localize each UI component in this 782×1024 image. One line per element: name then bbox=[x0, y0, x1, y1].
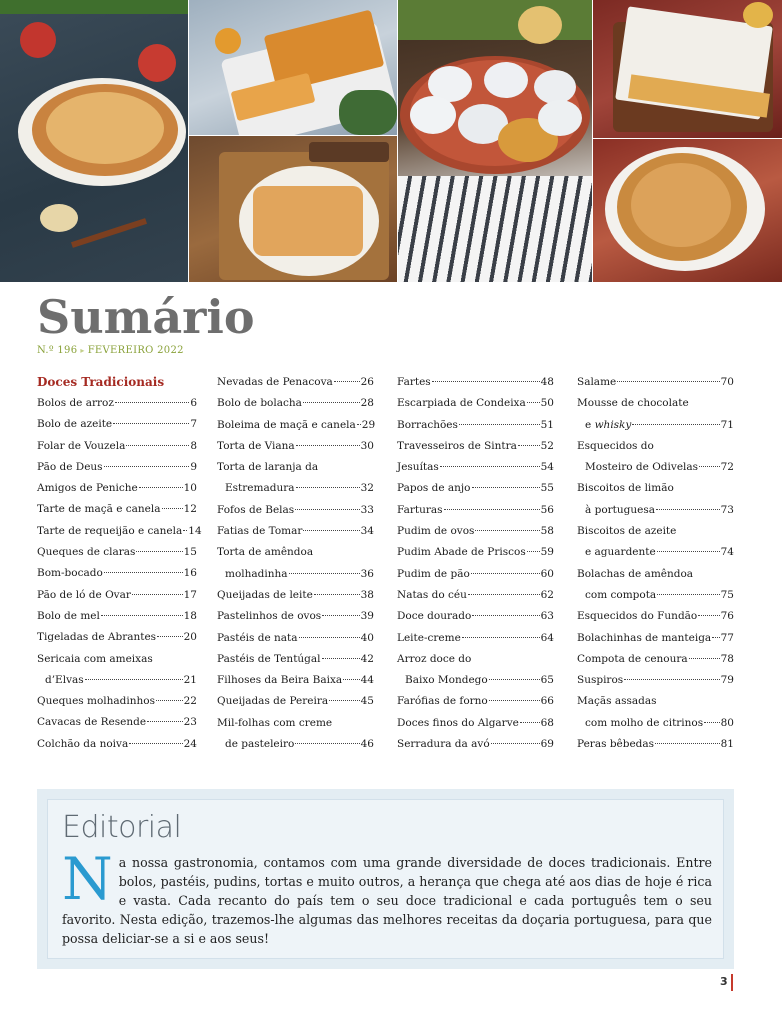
toc-entry-page: 72 bbox=[720, 461, 734, 474]
toc-entry bbox=[37, 627, 197, 648]
toc-entry-page: 16 bbox=[183, 567, 197, 580]
toc-entry-page: 15 bbox=[183, 546, 197, 559]
toc-leader-dots bbox=[624, 679, 719, 680]
toc-entry-label: Bolos de arroz bbox=[37, 397, 114, 409]
toc-entry-label: Cavacas de Resende bbox=[37, 716, 147, 729]
toc-entry bbox=[577, 670, 734, 691]
toc-leader-dots bbox=[295, 509, 359, 510]
toc-entry bbox=[37, 414, 197, 435]
toc-entry bbox=[37, 542, 197, 563]
toc-entry-label: Folar de Vouzela bbox=[37, 439, 126, 452]
toc-leader-dots bbox=[699, 466, 720, 467]
toc-leader-dots bbox=[296, 487, 360, 488]
toc-leader-dots bbox=[303, 402, 360, 403]
editorial-box bbox=[37, 789, 734, 969]
toc-entry-page: 77 bbox=[720, 631, 734, 644]
toc-entry-page: 76 bbox=[720, 610, 734, 623]
toc-entry bbox=[217, 670, 374, 691]
toc-leader-dots bbox=[527, 402, 540, 403]
toc-entry-page: 60 bbox=[540, 567, 554, 580]
toc-entry-page: 30 bbox=[360, 439, 374, 452]
toc-leader-dots bbox=[632, 424, 719, 425]
toc-entry-label: Mousse de chocolate bbox=[577, 397, 689, 410]
toc-entry-label: d’Elvas bbox=[45, 673, 84, 686]
toc-entry-label: Mosteiro de Odivelas bbox=[585, 461, 699, 474]
toc-leader-dots bbox=[698, 615, 719, 616]
toc-entry-page: 55 bbox=[540, 482, 554, 495]
toc-entry-label: Sericaia com ameixas bbox=[37, 652, 153, 665]
toc-entry-label: Queques molhadinhos bbox=[37, 695, 155, 708]
toc-entry bbox=[577, 415, 734, 436]
toc-leader-dots bbox=[289, 573, 360, 574]
toc-entry bbox=[37, 606, 197, 627]
toc-entry-page: 20 bbox=[183, 631, 197, 644]
toc-entry-page: 32 bbox=[360, 482, 374, 495]
toc-entry-page: 78 bbox=[720, 652, 734, 665]
toc-entry-page: 63 bbox=[540, 610, 554, 623]
toc-entry-label: Pastelinhos de ovos bbox=[217, 610, 322, 623]
toc-entry-label: Amigos de Peniche bbox=[37, 482, 138, 495]
page-number-bar bbox=[731, 974, 733, 991]
toc-entry bbox=[397, 393, 554, 414]
toc-entry-label: de pasteleiro bbox=[225, 738, 295, 751]
toc-entry-page: 9 bbox=[190, 460, 197, 473]
toc-entry-page: 29 bbox=[361, 418, 376, 431]
toc-entry-label: Peras bêbedas bbox=[577, 738, 655, 751]
toc-entry-label: Esquecidos do Fundão bbox=[577, 610, 698, 623]
toc-leader-dots bbox=[322, 615, 359, 616]
toc-entry-page: 17 bbox=[183, 588, 197, 601]
toc-leader-dots bbox=[704, 722, 719, 723]
toc-entry bbox=[577, 564, 734, 585]
issue-number: N.º 196 bbox=[37, 345, 78, 356]
toc-leader-dots bbox=[357, 424, 361, 425]
toc-entry-label: Boleima de maçã e canela bbox=[217, 418, 356, 431]
toc-entry-label: e aguardente bbox=[585, 546, 656, 559]
toc-entry-page: 10 bbox=[183, 482, 197, 495]
toc-entry bbox=[37, 670, 197, 691]
toc-entry-label: molhadinha bbox=[225, 567, 288, 580]
toc-entry-page: 48 bbox=[540, 376, 554, 388]
toc-leader-dots bbox=[440, 466, 540, 467]
toc-entry-page: 74 bbox=[720, 546, 734, 559]
toc-entry-label: à portuguesa bbox=[585, 503, 655, 516]
toc-leader-dots bbox=[472, 615, 539, 616]
toc-entry bbox=[397, 734, 554, 755]
toc-leader-dots bbox=[162, 508, 183, 509]
toc-entry-label: Bolo de bolacha bbox=[217, 397, 302, 410]
toc-entry-label: Bolachas de amêndoa bbox=[577, 567, 694, 580]
toc-leader-dots bbox=[85, 679, 183, 680]
editorial-dropcap: N bbox=[62, 845, 113, 913]
toc-entry-page: 68 bbox=[540, 716, 554, 729]
toc-entry-label: Natas do céu bbox=[397, 588, 467, 601]
toc-leader-dots bbox=[113, 423, 189, 424]
toc-entry-label: Pudim de ovos bbox=[397, 525, 475, 538]
toc-leader-dots bbox=[657, 594, 719, 595]
toc-leader-dots bbox=[527, 551, 540, 552]
toc-entry bbox=[397, 500, 554, 521]
toc-entry-label: Esquecidos do bbox=[577, 439, 654, 452]
toc-entry bbox=[397, 670, 554, 691]
toc-entry bbox=[577, 521, 734, 542]
toc-entry-page: 45 bbox=[360, 695, 374, 708]
toc-leader-dots bbox=[491, 743, 540, 744]
toc-leader-dots bbox=[156, 700, 183, 701]
toc-entry bbox=[577, 628, 734, 649]
toc-leader-dots bbox=[329, 700, 360, 701]
toc-entry bbox=[397, 372, 554, 393]
toc-entry-label: Queijadas de Pereira bbox=[217, 695, 329, 708]
toc-entry-label: com compota bbox=[585, 588, 657, 601]
toc-column-2 bbox=[217, 372, 374, 755]
editorial-panel bbox=[47, 799, 724, 959]
toc-entry bbox=[217, 691, 374, 712]
toc-entry bbox=[577, 457, 734, 478]
toc-leader-dots bbox=[617, 381, 719, 382]
toc-entry-label: Fatias de Tomar bbox=[217, 525, 303, 538]
toc-entry-page: 33 bbox=[360, 503, 374, 516]
toc-entry-page: 73 bbox=[720, 503, 734, 516]
toc-entry bbox=[37, 691, 197, 712]
toc-leader-dots bbox=[299, 637, 360, 638]
toc-entry bbox=[397, 521, 554, 542]
toc-entry-label: Biscoitos de limão bbox=[577, 482, 674, 495]
toc-entry-label: Pudim de pão bbox=[397, 567, 470, 580]
toc-entry-page: 42 bbox=[360, 652, 374, 665]
toc-entry bbox=[577, 649, 734, 670]
toc-entry bbox=[217, 713, 374, 734]
toc-entry-page: 36 bbox=[360, 567, 374, 580]
toc-entry bbox=[397, 457, 554, 478]
toc-column-1 bbox=[37, 372, 202, 755]
toc-leader-dots bbox=[157, 636, 183, 637]
toc-entry bbox=[217, 436, 374, 457]
toc-entry bbox=[397, 606, 554, 627]
photo-flan-slices bbox=[189, 0, 397, 135]
toc-entry-page: 71 bbox=[720, 418, 734, 431]
toc-entry-page: 52 bbox=[540, 439, 554, 452]
toc-entry bbox=[37, 499, 197, 520]
toc-leader-dots bbox=[462, 637, 540, 638]
toc-leader-dots bbox=[147, 721, 183, 722]
toc-entry-page: 7 bbox=[190, 418, 197, 431]
toc-entry-page: 64 bbox=[540, 631, 554, 644]
toc-entry bbox=[217, 564, 374, 585]
toc-entry-label: Escarpiada de Condeixa bbox=[397, 397, 526, 410]
toc-entry bbox=[577, 478, 734, 499]
toc-entry-page: 44 bbox=[360, 674, 374, 687]
toc-leader-dots bbox=[343, 679, 359, 680]
toc-leader-dots bbox=[104, 466, 190, 467]
toc-entry-page: 50 bbox=[540, 397, 554, 410]
issue-date: FEVEREIRO 2022 bbox=[87, 345, 184, 356]
toc-leader-dots bbox=[656, 509, 720, 510]
toc-entry-page: 56 bbox=[540, 503, 554, 516]
toc-entry-label: Bolo de mel bbox=[37, 609, 100, 622]
toc-entry bbox=[217, 478, 374, 499]
toc-entry-label: Bolachinhas de manteiga bbox=[577, 631, 712, 644]
toc-column-4 bbox=[577, 372, 734, 755]
toc-entry bbox=[577, 713, 734, 734]
toc-entry-label: Doce dourado bbox=[397, 610, 472, 623]
toc-entry-page: 28 bbox=[360, 397, 374, 410]
toc-leader-dots bbox=[471, 573, 540, 574]
toc-entry-page: 14 bbox=[188, 524, 202, 537]
toc-entry-page: 65 bbox=[540, 674, 554, 687]
toc-entry-label: Pão de Deus bbox=[37, 460, 103, 473]
toc-entry-page: 39 bbox=[360, 610, 374, 623]
toc-leader-dots bbox=[334, 381, 360, 382]
toc-entry-label: Farófias de forno bbox=[397, 695, 488, 708]
toc-entry bbox=[217, 521, 374, 542]
toc-entry-page: 8 bbox=[190, 439, 197, 452]
toc-entry-page: 66 bbox=[540, 695, 554, 708]
toc-entry-label: Torta de amêndoa bbox=[217, 546, 314, 559]
toc-entry-page: 38 bbox=[360, 588, 374, 601]
toc-entry-label: Farturas bbox=[397, 503, 443, 516]
toc-entry-page: 22 bbox=[183, 695, 197, 708]
toc-leader-dots bbox=[295, 743, 359, 744]
toc-leader-dots bbox=[518, 445, 540, 446]
toc-entry-page: 81 bbox=[720, 738, 734, 751]
toc-entry bbox=[217, 457, 374, 478]
toc-entry bbox=[217, 542, 374, 563]
toc-entry-label: Borrachões bbox=[397, 418, 458, 431]
toc-entry-label: Doces finos do Algarve bbox=[397, 716, 519, 729]
toc-entry-page: 54 bbox=[540, 461, 554, 474]
toc-entry-label: Pastéis de Tentúgal bbox=[217, 652, 321, 665]
photo-pastries-tray bbox=[189, 136, 397, 282]
toc-entry bbox=[37, 649, 197, 670]
page-number: 3 bbox=[720, 975, 728, 988]
toc-entry-page: 51 bbox=[540, 418, 554, 431]
toc-entry-label: Pão de ló de Ovar bbox=[37, 588, 131, 601]
toc-entry bbox=[577, 393, 734, 414]
toc-entry-page: 75 bbox=[720, 588, 734, 601]
toc-entry bbox=[217, 500, 374, 521]
toc-entry bbox=[397, 564, 554, 585]
toc-entry-label: Queques de claras bbox=[37, 546, 136, 559]
toc-entry-label: Compota de cenoura bbox=[577, 652, 688, 665]
toc-entry-label: Travesseiros de Sintra bbox=[397, 439, 517, 452]
toc-entry bbox=[217, 372, 374, 393]
toc-entry-label: Fartes bbox=[397, 376, 431, 388]
toc-entry-page: 62 bbox=[540, 588, 554, 601]
editorial-text bbox=[62, 845, 712, 948]
toc-entry bbox=[37, 712, 197, 733]
toc-entry bbox=[37, 457, 197, 478]
toc-leader-dots bbox=[689, 658, 720, 659]
toc-entry-page: 46 bbox=[360, 738, 374, 751]
toc-leader-dots bbox=[657, 551, 720, 552]
toc-entry-label: Nevadas de Penacova bbox=[217, 376, 333, 388]
toc-leader-dots bbox=[322, 658, 360, 659]
toc-leader-dots bbox=[655, 743, 720, 744]
toc-entry-page: 24 bbox=[183, 737, 197, 750]
editorial-body: a nossa gastronomia, contamos com uma grande diversidade de doces tradicionais. Entre bolos, pastéis, pudins, tortas e muito outros, a herança que chega até aos dias de hoje é rica e vasta. Cada recanto do país tem o seu doce tradicional e cada português tem o seu favorito. Nesta edição, trazemos-lhe algumas das melhores receitas da doçaria portuguesa, para que possa deliciar-se a si e aos seus! bbox=[62, 855, 712, 946]
toc-entry-label: Suspiros bbox=[577, 674, 624, 687]
toc-entry-label: Papos de anjo bbox=[397, 482, 471, 495]
toc-leader-dots bbox=[489, 679, 540, 680]
toc-entry-label: Leite-creme bbox=[397, 631, 461, 644]
photo-millefeuille bbox=[593, 0, 782, 138]
toc-entry-label: com molho de citrinos bbox=[585, 716, 704, 729]
toc-entry-label: Torta de Viana bbox=[217, 439, 295, 452]
toc-entry-label: Colchão da noiva bbox=[37, 737, 129, 750]
toc-entry-label: Jesuítas bbox=[397, 461, 439, 474]
toc-entry-page: 21 bbox=[183, 673, 197, 686]
toc-entry-page: 70 bbox=[720, 376, 734, 388]
toc-entry bbox=[397, 691, 554, 712]
toc-entry-page: 12 bbox=[183, 503, 197, 516]
toc-entry-page: 69 bbox=[540, 738, 554, 751]
photo-collage bbox=[0, 0, 782, 282]
toc-entry bbox=[397, 628, 554, 649]
toc-column-3 bbox=[397, 372, 554, 755]
toc-entry bbox=[577, 585, 734, 606]
toc-leader-dots bbox=[101, 615, 183, 616]
toc-entry-page: 23 bbox=[183, 716, 197, 729]
toc-entry-page: 18 bbox=[183, 609, 197, 622]
toc-entry-page: 26 bbox=[360, 376, 374, 388]
toc-entry bbox=[217, 585, 374, 606]
toc-entry bbox=[37, 478, 197, 499]
toc-entry bbox=[397, 585, 554, 606]
toc-entry bbox=[397, 713, 554, 734]
editorial-title: Editorial bbox=[62, 810, 182, 845]
toc-entry bbox=[397, 436, 554, 457]
toc-entry-page: 79 bbox=[720, 674, 734, 687]
toc-entry bbox=[217, 628, 374, 649]
toc-entry-label: Pastéis de nata bbox=[217, 631, 298, 644]
page-title: Sumário bbox=[37, 290, 255, 344]
toc-entry bbox=[217, 393, 374, 414]
toc-entry bbox=[217, 415, 374, 436]
toc-entry bbox=[37, 436, 197, 457]
toc-entry-label: Tarte de requeijão e canela bbox=[37, 524, 183, 537]
toc-entry-page: 34 bbox=[360, 525, 374, 538]
toc-entry bbox=[37, 734, 197, 755]
toc-leader-dots bbox=[183, 530, 187, 531]
toc-entry-label: Torta de laranja da bbox=[217, 461, 319, 474]
toc-entry bbox=[217, 734, 374, 755]
toc-entry bbox=[577, 436, 734, 457]
toc-leader-dots bbox=[303, 530, 359, 531]
toc-entry-label: Biscoitos de azeite bbox=[577, 525, 677, 538]
toc-entry-label: Fofos de Belas bbox=[217, 503, 295, 516]
toc-leader-dots bbox=[520, 722, 540, 723]
toc-entry bbox=[217, 649, 374, 670]
toc-leader-dots bbox=[126, 445, 189, 446]
toc-entry-page: 59 bbox=[540, 546, 554, 559]
photo-glazed-cakes bbox=[398, 0, 592, 282]
toc-entry-label: Arroz doce do bbox=[397, 652, 472, 665]
toc-entry bbox=[397, 542, 554, 563]
issue-info bbox=[37, 345, 184, 356]
toc-leader-dots bbox=[459, 424, 540, 425]
toc-leader-dots bbox=[444, 509, 540, 510]
toc-entry-page: 6 bbox=[190, 397, 197, 409]
separator-triangle-icon: ▸ bbox=[80, 346, 85, 355]
toc-entry bbox=[577, 372, 734, 393]
toc-entry bbox=[37, 563, 197, 584]
toc-entry-label: e whisky bbox=[585, 418, 632, 431]
toc-leader-dots bbox=[136, 551, 182, 552]
toc-entry-label: Estremadura bbox=[225, 482, 295, 495]
toc-entry-label: Filhoses da Beira Baixa bbox=[217, 674, 343, 687]
toc-entry bbox=[577, 734, 734, 755]
toc-entry bbox=[37, 521, 202, 542]
toc-entry-page: 58 bbox=[540, 525, 554, 538]
toc-entry-page: 80 bbox=[720, 716, 734, 729]
toc-entry-page: 40 bbox=[360, 631, 374, 644]
toc-entry-label: Tigeladas de Abrantes bbox=[37, 631, 157, 644]
toc-leader-dots bbox=[314, 594, 360, 595]
toc-entry-label: Tarte de maçã e canela bbox=[37, 503, 161, 516]
photo-almond-cake bbox=[593, 139, 782, 282]
toc-leader-dots bbox=[129, 743, 182, 744]
toc-leader-dots bbox=[139, 487, 183, 488]
toc-leader-dots bbox=[468, 594, 540, 595]
toc-entry-label: Queijadas de leite bbox=[217, 588, 313, 601]
toc-entry bbox=[577, 606, 734, 627]
toc-leader-dots bbox=[296, 445, 360, 446]
toc-entry bbox=[397, 478, 554, 499]
photo-apple-tart bbox=[0, 0, 188, 282]
toc-entry bbox=[397, 415, 554, 436]
toc-leader-dots bbox=[712, 637, 719, 638]
toc-section-heading: Doces Tradicionais bbox=[37, 375, 165, 389]
toc-entry-label: Maçãs assadas bbox=[577, 695, 657, 708]
toc-entry bbox=[397, 649, 554, 670]
toc-entry-label: Mil-folhas com creme bbox=[217, 716, 333, 729]
toc-entry bbox=[37, 393, 197, 414]
toc-entry bbox=[37, 585, 197, 606]
toc-leader-dots bbox=[475, 530, 539, 531]
toc-entry bbox=[577, 500, 734, 521]
toc-entry-label: Salame bbox=[577, 376, 617, 388]
toc-entry-label: Pudim Abade de Priscos bbox=[397, 546, 526, 559]
toc-entry bbox=[577, 542, 734, 563]
toc-entry-label: Serradura da avó bbox=[397, 738, 490, 751]
toc-entry bbox=[217, 606, 374, 627]
toc-entry-label: Baixo Mondego bbox=[405, 674, 488, 687]
toc-leader-dots bbox=[115, 402, 189, 403]
toc-leader-dots bbox=[472, 487, 540, 488]
toc-entry-label: Bolo de azeite bbox=[37, 418, 113, 431]
toc-leader-dots bbox=[132, 594, 183, 595]
toc-leader-dots bbox=[432, 381, 540, 382]
toc-entry bbox=[577, 691, 734, 712]
toc-entry-label: Bom-bocado bbox=[37, 567, 103, 580]
toc-leader-dots bbox=[489, 700, 540, 701]
toc-leader-dots bbox=[104, 572, 183, 573]
